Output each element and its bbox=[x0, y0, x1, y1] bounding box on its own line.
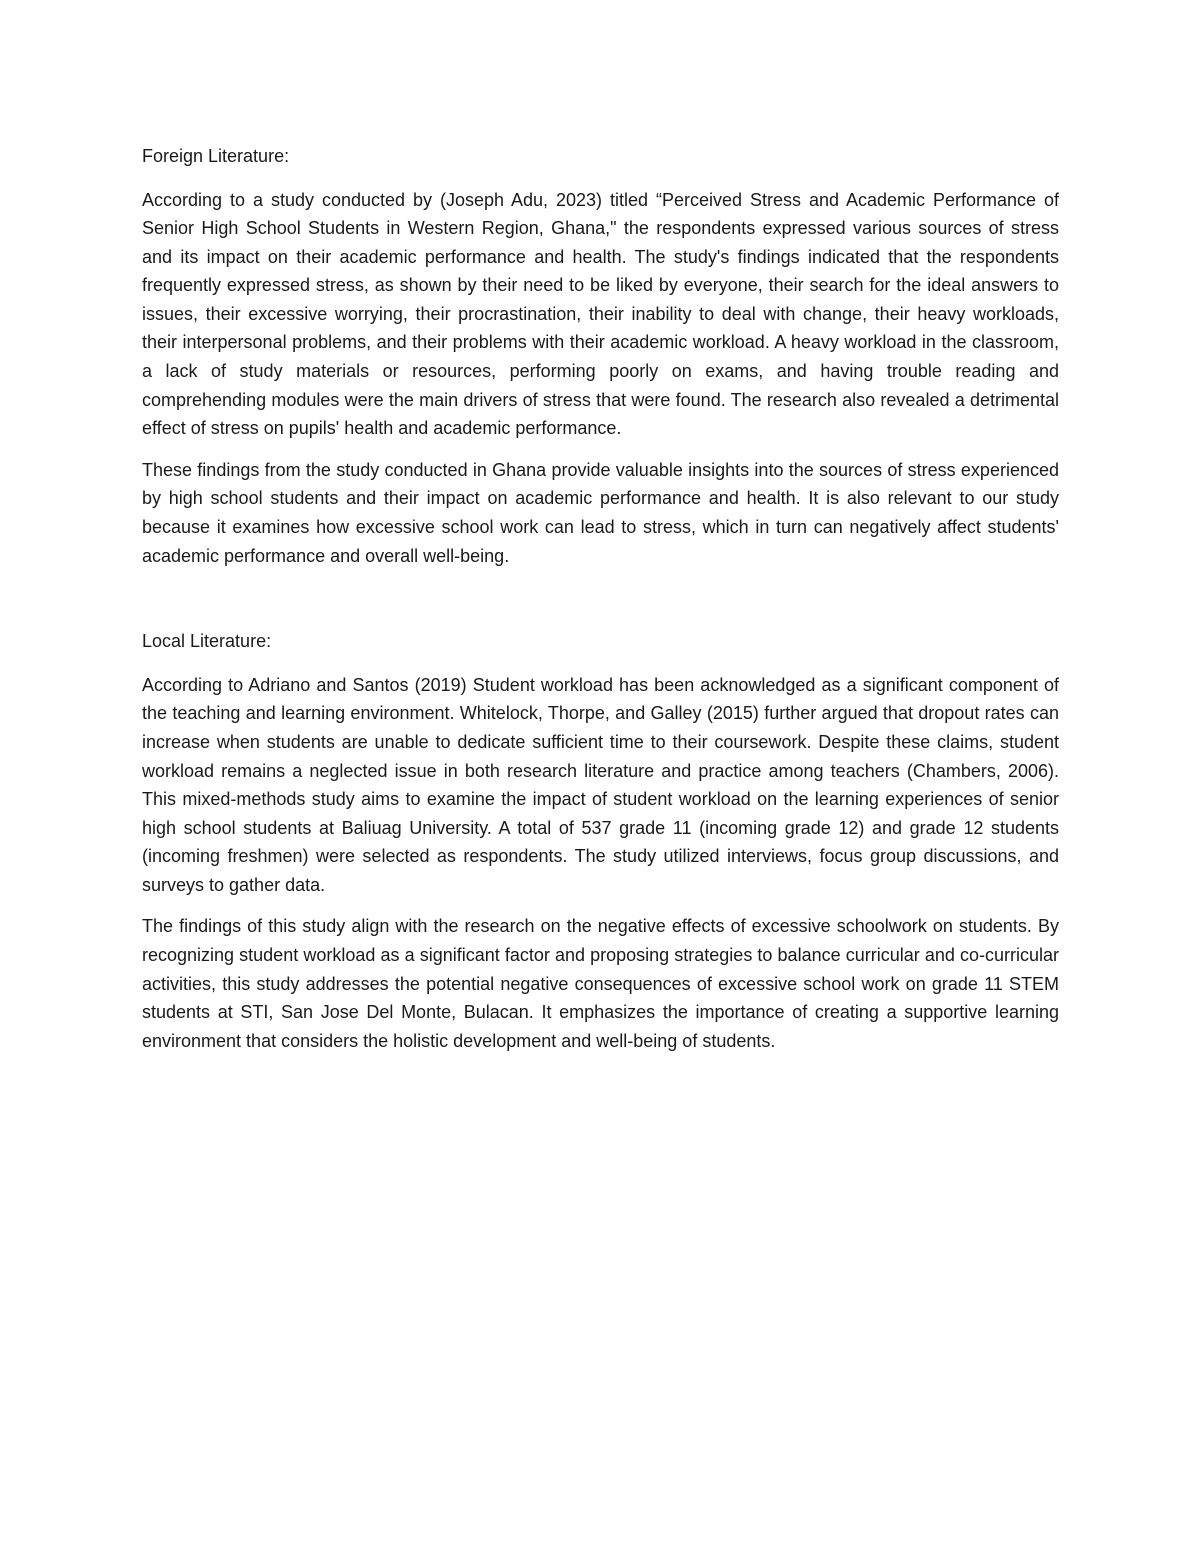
document-page bbox=[142, 142, 1059, 1055]
section-heading-local: Local Literature: bbox=[142, 631, 272, 652]
paragraph: According to a study conducted by (Joseph Adu, 2023) titled “Perceived Stress and Academic Performance of Senior High School Students in Western Region, Ghana," the respondents expressed various sources of stress and its impact on their academic performance and health. The study's findings indicated that the respondents frequently expressed stress, as shown by their need to be liked by everyone, their search for the ideal answers to issues, their excessive worrying, their procrastination, their inability to deal with change, their heavy workloads, their interpersonal problems, and their problems with their academic workload. A heavy workload in the classroom, a lack of study materials or resources, performing poorly on exams, and having trouble reading and comprehending modules were the main drivers of stress that were found. The research also revealed a detrimental effect of stress on pupils' health and academic performance. bbox=[142, 189, 1059, 439]
foreign-literature-section bbox=[142, 142, 1059, 570]
local-literature-section bbox=[142, 627, 1059, 1055]
paragraph: These findings from the study conducted in Ghana provide valuable insights into the sources of stress experienced by high school students and their impact on academic performance and health. It is also relevant to our study because it examines how excessive school work can lead to stress, which in turn can negatively affect students' academic performance and overall well-being. bbox=[142, 459, 1059, 566]
section-heading-foreign: Foreign Literature: bbox=[142, 146, 290, 166]
section-spacer bbox=[142, 570, 1059, 627]
paragraph: The findings of this study align with the research on the negative effects of excessive schoolwork on students. By recognizing student workload as a significant factor and proposing strategies to balance curricular and co-curricular activities, this study addresses the potential negative consequences of excessive school work on grade 11 STEM students at STI, San Jose Del Monte, Bulacan. It emphasizes the importance of creating a supportive learning environment that considers the holistic development and well-being of students. bbox=[142, 916, 1059, 1051]
paragraph: According to Adriano and Santos (2019) Student workload has been acknowledged as a significant component of the teaching and learning environment. Whitelock, Thorpe, and Galley (2015) further argued that dropout rates can increase when students are unable to dedicate sufficient time to their coursework. Despite these claims, student workload remains a neglected issue in both research literature and practice among teachers (Chambers, 2006). This mixed-methods study aims to examine the impact of student workload on the learning experiences of senior high school students at Baliuag University. A total of 537 grade 11 (incoming grade 12) and grade 12 students (incoming freshmen) were selected as respondents. The study utilized interviews, focus group discussions, and surveys to gather data. bbox=[142, 674, 1059, 895]
